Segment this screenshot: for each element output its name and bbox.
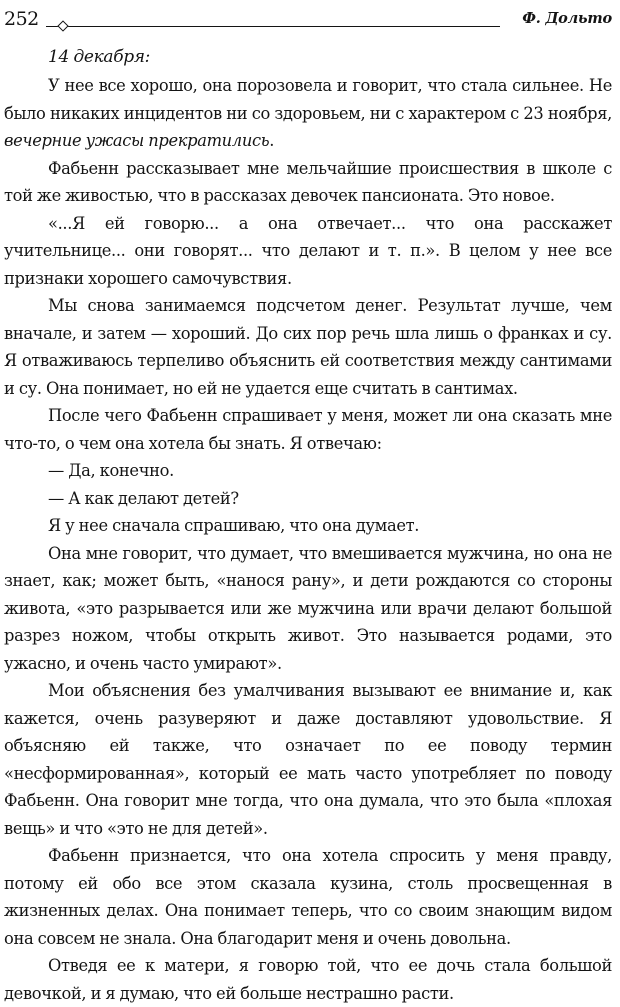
paragraph-text: У нее все хорошо, она порозовела и говорит, что стала сильнее. Не было никаких инцидентов ни со здоровьем, ни с характером с 23 ноября, — [4, 76, 612, 123]
paragraph: После чего Фабьенн спрашивает у меня, может ли она сказать мне что-то, о чем она хотела бы знать. Я отвечаю: — [4, 406, 612, 453]
running-head-author: Ф. Дольто — [522, 10, 612, 27]
page-number: 252 — [4, 8, 39, 30]
date-heading: 14 декабря: — [48, 47, 151, 67]
header-rule — [46, 26, 500, 27]
paragraph: Я у нее сначала спрашиваю, что она думает. — [48, 516, 420, 535]
page-header — [4, 6, 612, 32]
paragraph — [4, 72, 612, 155]
header-rule-ornament — [57, 20, 68, 31]
paragraph: «...Я ей говорю... а она отвечает... что она расскажет учительнице... они говорят... что делают и т. п.». В целом у нее все признаки хорошего самочувствия. — [4, 213, 612, 288]
paragraph: Фабьенн признается, что она хотела спросить у меня правду, потому ей обо все этом сказала кузина, столь просвещенная в жизненных делах. Она понимает теперь, что со своим знающим видом она совсем не знала. Она благодарит меня и очень довольна. — [4, 846, 612, 948]
paragraph-text: . — [269, 131, 275, 150]
paragraph: Мы снова занимаемся подсчетом денег. Результат лучше, чем вначале, и затем — хороший. До сих пор речь шла лишь о франках и су. Я отваживаюсь терпеливо объяснить ей соответствия между сантимами и су. Она понимает, но ей не удается еще считать в сантимах. — [4, 296, 612, 398]
dialogue-line: — Да, конечно. — [48, 461, 174, 480]
page-body — [4, 42, 612, 1007]
paragraph-emphasis: вечерние ужасы прекратились — [4, 131, 270, 150]
paragraph: Она мне говорит, что думает, что вмешивается мужчина, но она не знает, как; может быть, «нанося рану», и дети рождаются со стороны живота, «это разрывается или же мужчина или врачи делают большой разрез ножом, чтобы открыть живот. Это называется родами, это ужасно, и очень часто умирают». — [4, 543, 612, 673]
paragraph: Фабьенн рассказывает мне мельчайшие происшествия в школе с той же живостью, что в рассказах девочек пансионата. Это новое. — [4, 158, 612, 205]
paragraph: Мои объяснения без умалчивания вызывают ее внимание и, как кажется, очень разуверяют и даже доставляют удовольствие. Я объясняю ей также, что означает по ее поводу термин «несформированная», который ее мать часто употребляет по поводу Фабьенн. Она говорит мне тогда, что она думала, что это была «плохая вещь» и что «это не для детей». — [4, 681, 612, 838]
paragraph: Отведя ее к матери, я говорю той, что ее дочь стала большой девочкой, и я думаю, что ей больше нестрашно расти. — [4, 956, 612, 1003]
dialogue-line: — А как делают детей? — [48, 488, 239, 508]
